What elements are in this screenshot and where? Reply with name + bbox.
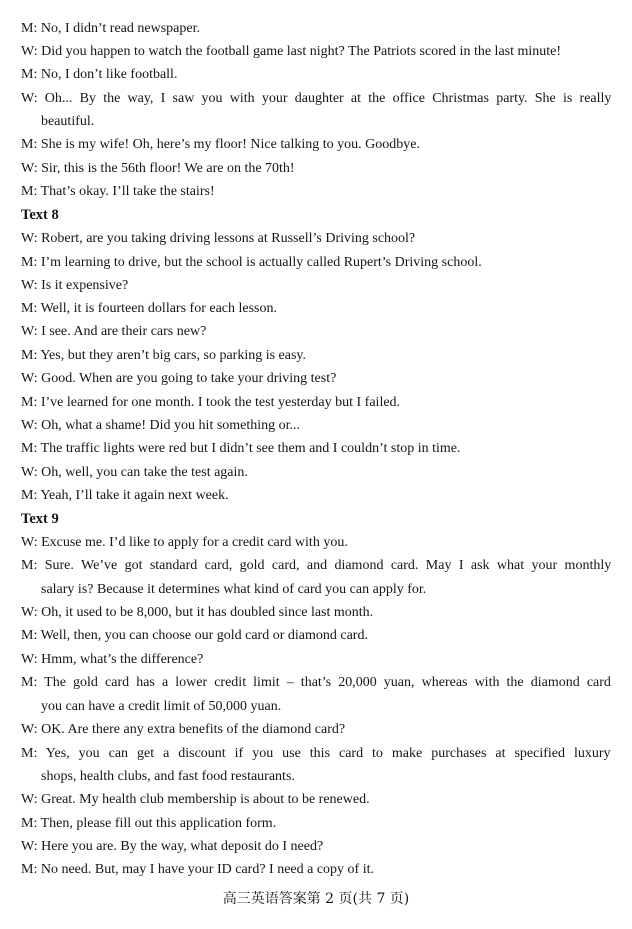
dialogue-line: M: Then, please fill out this application form.: [21, 816, 277, 831]
dialogue-line: W: Oh, well, you can take the test again.: [21, 465, 248, 480]
dialogue-line: M: Yes, you can get a discount if you use this card to make purchases at specified luxury: [21, 746, 611, 761]
dialogue-line: W: Oh, what a shame! Did you hit something or...: [21, 418, 301, 433]
dialogue-line: W: Oh, it used to be 8,000, but it has doubled since last month.: [21, 605, 374, 620]
dialogue-line: M: Yeah, I’ll take it again next week.: [21, 488, 229, 503]
dialogue-line: W: Excuse me. I’d like to apply for a credit card with you.: [21, 535, 348, 550]
dialogue-line: W: Did you happen to watch the football game last night? The Patriots scored in the last minute!: [21, 44, 562, 59]
dialogue-line: M: Sure. We’ve got standard card, gold card, and diamond card. May I ask what your monthly: [21, 558, 612, 573]
dialogue-line: W: Good. When are you going to take your driving test?: [21, 371, 337, 386]
dialogue-line: W: Great. My health club membership is about to be renewed.: [21, 792, 370, 807]
dialogue-line: W: Robert, are you taking driving lessons at Russell’s Driving school?: [21, 231, 416, 246]
dialogue-line: W: Oh... By the way, I saw you with your daughter at the office Christmas party. She is really: [21, 91, 612, 106]
dialogue-line: W: Sir, this is the 56th floor! We are on the 70th!: [21, 161, 295, 176]
dialogue-line: M: Well, it is fourteen dollars for each lesson.: [21, 301, 277, 316]
dialogue-line: W: OK. Are there any extra benefits of the diamond card?: [21, 722, 346, 737]
section-heading: Text 8: [21, 207, 59, 223]
dialogue-line-continued: beautiful.: [41, 114, 95, 129]
dialogue-line: M: I’m learning to drive, but the school is actually called Rupert’s Driving school.: [21, 255, 482, 270]
dialogue-line: M: Yes, but they aren’t big cars, so parking is easy.: [21, 348, 307, 363]
dialogue-line: W: I see. And are their cars new?: [21, 324, 207, 339]
page-footer: 高三英语答案第 2 页(共 7 页): [222, 891, 410, 907]
dialogue-line-continued: you can have a credit limit of 50,000 yuan.: [41, 699, 282, 714]
section-heading: Text 9: [21, 511, 59, 527]
dialogue-line-continued: shops, health clubs, and fast food restaurants.: [41, 769, 295, 784]
dialogue-line: M: I’ve learned for one month. I took the test yesterday but I failed.: [21, 395, 401, 410]
dialogue-line: W: Hmm, what’s the difference?: [21, 652, 204, 667]
dialogue-line: M: The traffic lights were red but I didn’t see them and I couldn’t stop in time.: [21, 441, 461, 456]
dialogue-line-continued: salary is? Because it determines what kind of card you can apply for.: [41, 582, 427, 597]
dialogue-line: M: She is my wife! Oh, here’s my floor! Nice talking to you. Goodbye.: [21, 137, 420, 152]
dialogue-line: M: Well, then, you can choose our gold card or diamond card.: [21, 628, 368, 643]
dialogue-line: M: The gold card has a lower credit limit – that’s 20,000 yuan, whereas with the diamond card: [21, 675, 611, 690]
dialogue-line: M: No, I don’t like football.: [21, 67, 178, 82]
dialogue-line: W: Here you are. By the way, what deposit do I need?: [21, 839, 324, 854]
dialogue-line: M: No, I didn’t read newspaper.: [21, 21, 200, 36]
dialogue-line: M: No need. But, may I have your ID card? I need a copy of it.: [21, 862, 374, 877]
dialogue-line: W: Is it expensive?: [21, 278, 129, 293]
dialogue-line: M: That’s okay. I’ll take the stairs!: [21, 184, 215, 199]
